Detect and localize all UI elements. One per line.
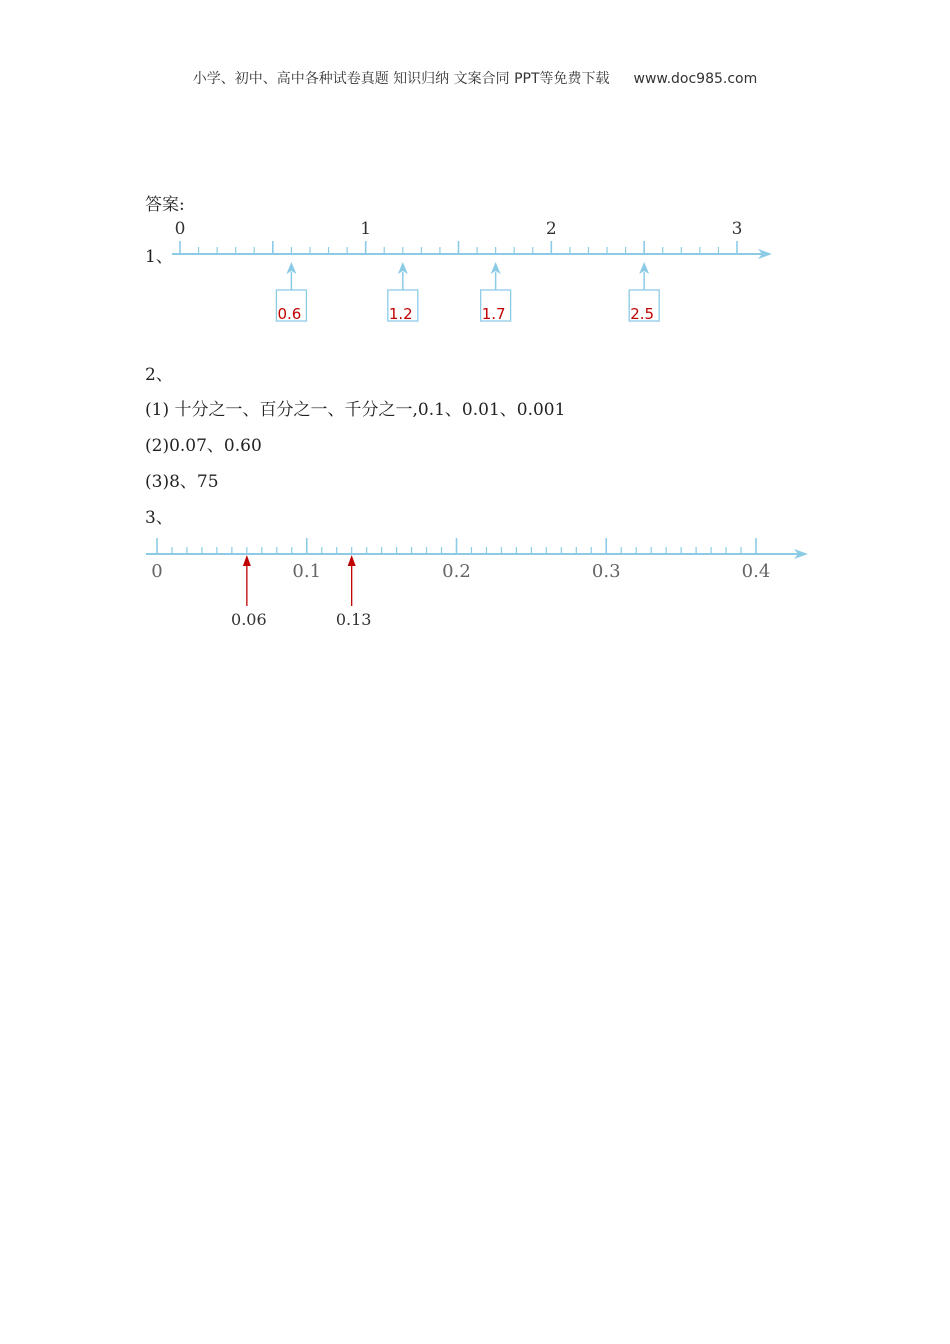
q3-tick-label: 0.2 <box>442 561 471 582</box>
q1-answer-label: 2.5 <box>630 305 655 323</box>
q3-pointer-arrow-icon <box>348 555 356 566</box>
q3-pointer-arrow-icon <box>243 555 251 566</box>
answers-title: 答案: <box>145 195 185 215</box>
q1-tick-label: 0 <box>174 219 186 239</box>
q1-tick-label: 2 <box>545 219 557 239</box>
q1-answer-label: 0.6 <box>277 305 302 323</box>
q1-tick-label: 1 <box>360 219 372 239</box>
q3-tick-label: 0.4 <box>741 561 771 582</box>
q3-answer-label: 0.13 <box>335 610 372 629</box>
q3-tick-label: 0 <box>151 561 163 582</box>
q3-label: 3、 <box>145 508 173 528</box>
q2-line-2: (2)0.07、0.60 <box>145 436 262 456</box>
q1-label: 1、 <box>145 247 173 267</box>
q3-tick-label: 0.1 <box>292 561 322 582</box>
q2-label: 2、 <box>145 365 173 385</box>
q2-line-1: (1) 十分之一、百分之一、千分之一,0.1、0.01、0.001 <box>145 400 566 420</box>
q2-line-3: (3)8、75 <box>145 472 219 492</box>
q1-tick-label: 3 <box>731 219 743 239</box>
header-text: 小学、初中、高中各种试卷真题 知识归纳 文案合同 PPT等免费下载 <box>192 71 610 87</box>
header-site: www.doc985.com <box>633 71 758 87</box>
q1-answer-label: 1.7 <box>481 305 506 323</box>
q1-answer-label: 1.2 <box>388 305 413 323</box>
q3-tick-label: 0.3 <box>591 561 621 582</box>
q3-answer-label: 0.06 <box>231 610 267 629</box>
